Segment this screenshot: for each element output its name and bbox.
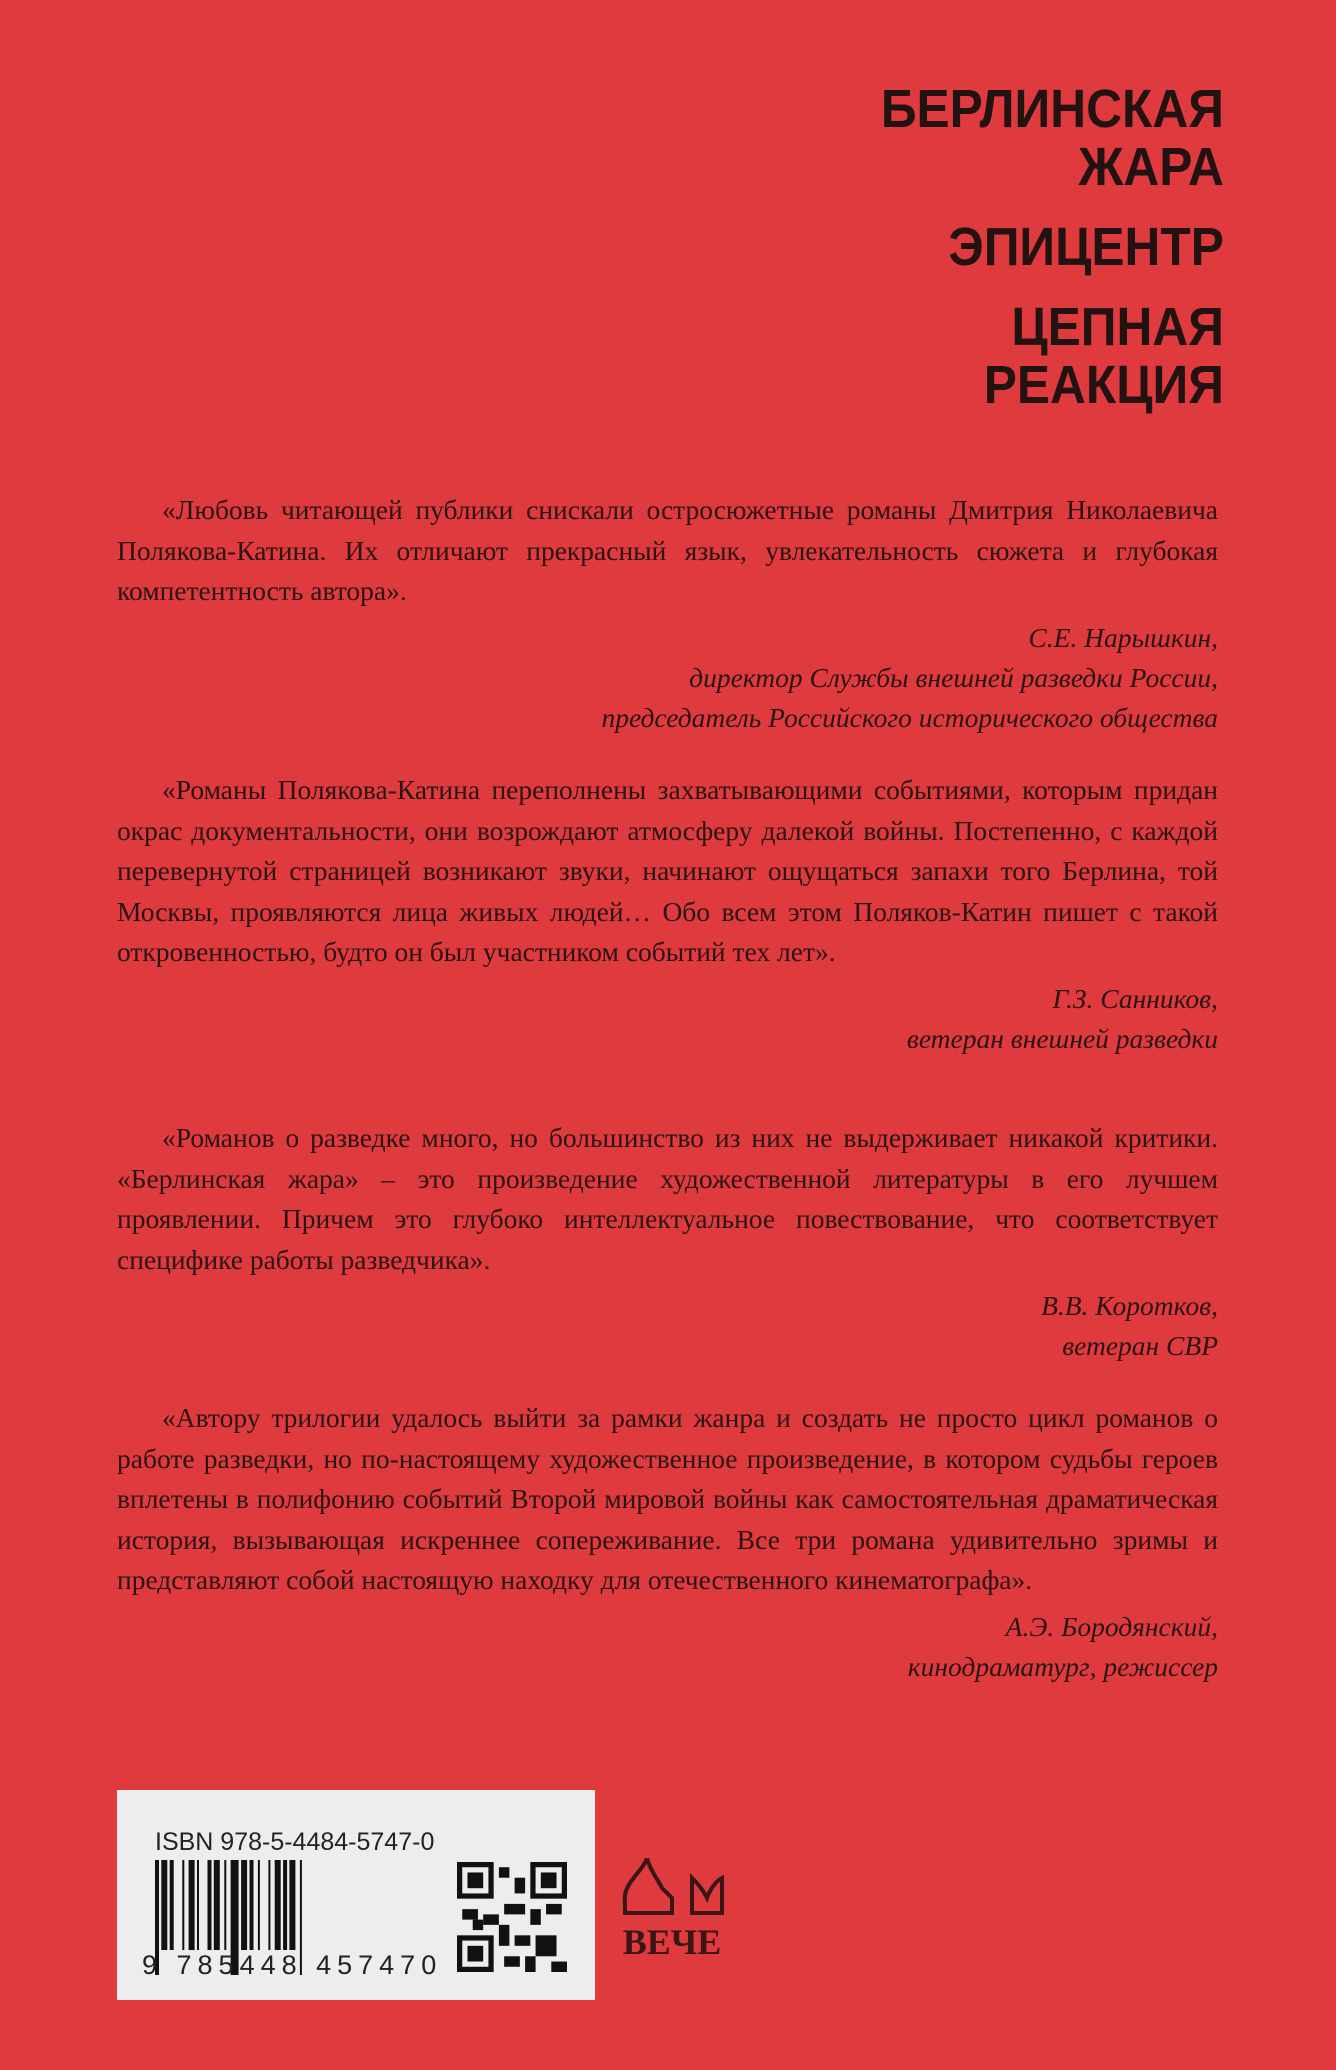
barcode-bar (182, 1860, 184, 1950)
qr-code-icon (457, 1862, 567, 1972)
quote-2 (117, 770, 1218, 1059)
barcode-bar (214, 1860, 220, 1950)
barcode-bar (161, 1860, 167, 1950)
quote-role: кинодраматург, режиссер (907, 1650, 1218, 1682)
quote-text: «Романы Полякова-Катина переполнены захватывающими событиями, которым придан окрас документальности, они возрождают атмосферу далекой войны. Постепенно, с каждой перевернутой страницей возникают звуки, начинают ощущаться запахи того Берлина, той Москвы, проявляются лица живых людей… Обо всем этом Поляков-Катин пишет с такой откровенностью, будто он был участником событий тех лет». (117, 774, 1218, 967)
title-epitsentr: ЭПИЦЕНТР (948, 217, 1224, 277)
quote-text: «Автору трилогии удалось выйти за рамки жанра и создать не просто цикл романов о работе разведки, но по-настоящему художественное произведение, в котором судьбы героев вплетены в полифонию событий Второй мировой войны как самостоятельная драматическая история, вызывающая искреннее сопереживание. Все три романа удивительно зримы и представляют собой настоящую находку для отечественного кинематографа». (117, 1402, 1218, 1595)
logo-text: ВЕЧЕ (622, 1922, 722, 1958)
barcode-bar (268, 1860, 270, 1950)
quote-role: ветеран внешней разведки (906, 1022, 1218, 1054)
book-titles (881, 80, 1224, 414)
barcode-digits: 9 785448 457470 (142, 1950, 443, 1980)
barcode-bar (283, 1860, 287, 1950)
quote-text: «Любовь читающей публики снискали остросюжетные романы Дмитрия Николаевича Полякова-Катина. Их отличают прекрасный язык, увлекательность сюжета и глубокая компетентность автора». (117, 494, 1218, 606)
isbn-box (117, 1790, 595, 2000)
quote-author: Г.З. Санников, (1052, 982, 1218, 1014)
title-berlinskaya-zhara: БЕРЛИНСКАЯ ЖАРА (880, 79, 1224, 197)
barcode-bar (241, 1860, 247, 1950)
veche-publisher-logo (617, 1858, 727, 1958)
quote-4 (117, 1398, 1218, 1687)
quote-author: С.Е. Нарышкин, (1028, 621, 1218, 653)
quote-1 (117, 490, 1218, 738)
barcode-bar (258, 1860, 260, 1950)
quote-3 (117, 1118, 1218, 1366)
barcode-bar (197, 1860, 199, 1950)
quote-text: «Романов о разведке много, но большинство из них не выдерживает никакой критики. «Берлинская жара» – это произведение художественной литературы в его лучшем проявлении. Причем это глубоко интеллектуальное повествование, что соответствует специфике работы разведчика». (117, 1122, 1218, 1275)
quote-role: директор Службы внешней разведки России, (689, 661, 1218, 693)
quote-author: А.Э. Бородянский, (1005, 1610, 1218, 1642)
quote-role: председатель Российского исторического общества (601, 701, 1218, 733)
quote-role: ветеран СВР (1062, 1330, 1218, 1361)
barcode-bar (208, 1860, 212, 1950)
barcode-bar (224, 1860, 226, 1950)
barcode-bar (275, 1860, 281, 1950)
barcode-bar (250, 1860, 254, 1950)
barcode-bar (289, 1860, 295, 1950)
barcode-bar (189, 1860, 195, 1950)
title-tsepnaya-reaktsiya: ЦЕПНАЯ РЕАКЦИЯ (983, 297, 1224, 415)
barcode-bar (170, 1860, 174, 1950)
isbn-label: ISBN 978-5-4484-5747-0 (155, 1828, 435, 1856)
quote-author: В.В. Коротков, (1041, 1290, 1218, 1321)
